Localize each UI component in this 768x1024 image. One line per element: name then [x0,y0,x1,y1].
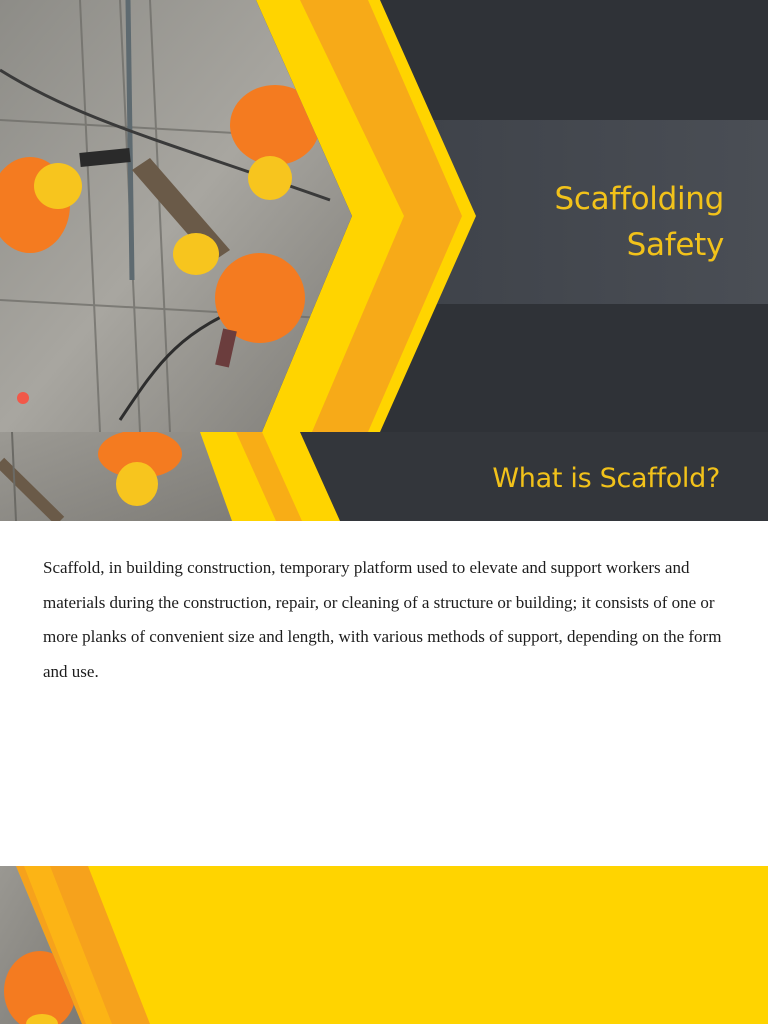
heading-slide [0,432,768,521]
definition-paragraph: Scaffold, in building construction, temporary platform used to elevate and support workers and materials during the construction, repair, or cleaning of a structure or building; it consists of one or more planks of convenient size and length, with various methods of support, depending on the form and use. [43,558,722,681]
slide-title [555,176,724,268]
bottom-slide-graphics [0,866,768,1024]
title-slide [0,0,768,432]
title-line-1: Scaffolding [554,181,724,217]
title-line-2: Safety [626,227,724,263]
bottom-slide [0,866,768,1024]
document-body [0,521,768,866]
scaffold-worker-photo [0,432,240,521]
slide-heading: What is Scaffold? [492,463,720,494]
